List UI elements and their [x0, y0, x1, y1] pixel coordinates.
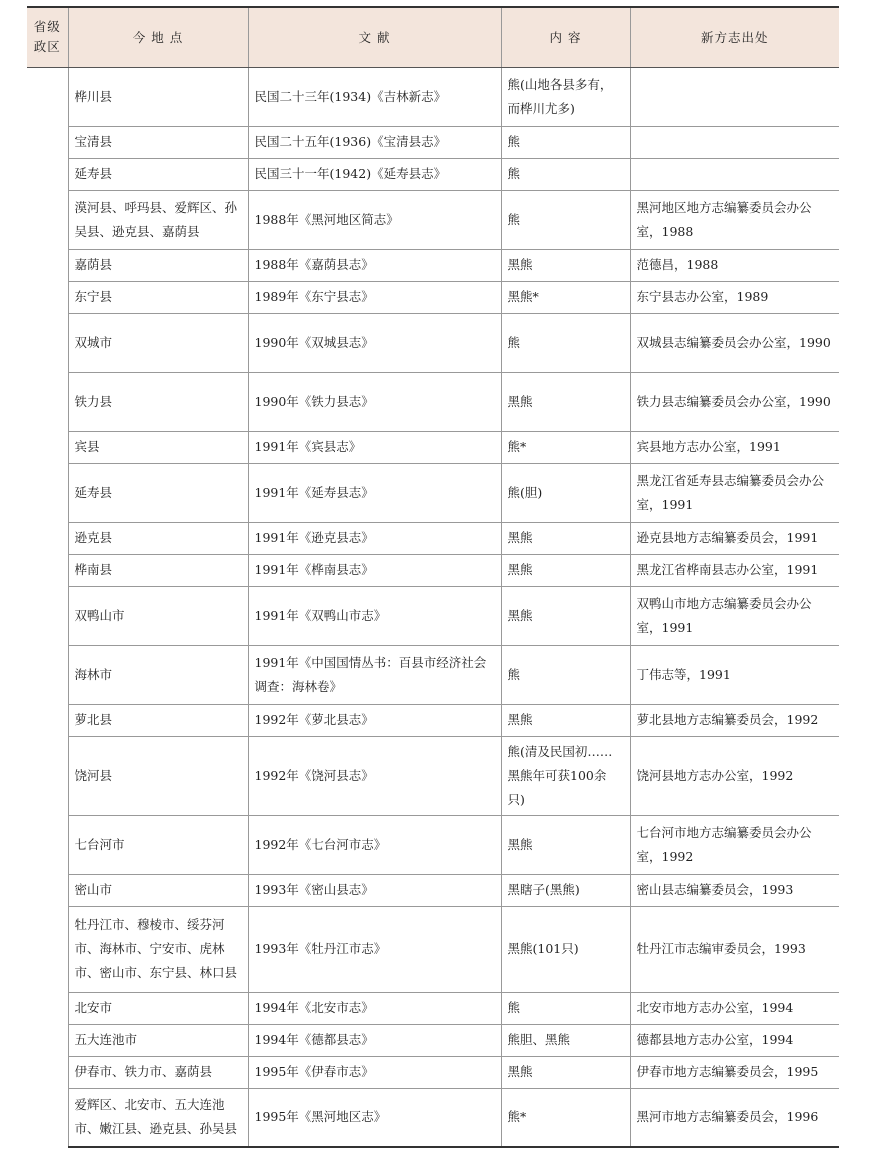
place-cell: 漠河县、呼玛县、爱辉区、孙吴县、逊克县、嘉荫县 — [68, 190, 248, 249]
place-cell: 萝北县 — [68, 704, 248, 736]
place-cell: 双鸭山市 — [68, 586, 248, 645]
content-cell: 熊(山地各县多有，而桦川尤多) — [501, 67, 630, 126]
content-cell: 黑瞎子(黑熊) — [501, 874, 630, 906]
place-cell: 桦南县 — [68, 554, 248, 586]
literature-cell: 民国二十五年(1936)《宝清县志》 — [248, 126, 501, 158]
header-place: 今 地 点 — [68, 7, 248, 67]
source-cell: 逊克县地方志编纂委员会，1991 — [630, 522, 839, 554]
literature-cell: 1991年《中国国情丛书：百县市经济社会调查：海林卷》 — [248, 645, 501, 704]
source-cell: 密山县志编纂委员会，1993 — [630, 874, 839, 906]
source-cell: 黑龙江省延寿县志编纂委员会办公室，1991 — [630, 463, 839, 522]
content-cell: 黑熊(101只) — [501, 906, 630, 992]
source-cell: 萝北县地方志编纂委员会，1992 — [630, 704, 839, 736]
literature-cell: 民国三十一年(1942)《延寿县志》 — [248, 158, 501, 190]
literature-cell: 1994年《北安市志》 — [248, 992, 501, 1024]
content-cell: 熊 — [501, 313, 630, 372]
content-cell: 熊 — [501, 190, 630, 249]
place-cell: 爱辉区、北安市、五大连池市、嫩江县、逊克县、孙吴县 — [68, 1088, 248, 1147]
source-cell: 黑龙江省桦南县志办公室，1991 — [630, 554, 839, 586]
header-province — [27, 7, 68, 67]
literature-cell: 1991年《延寿县志》 — [248, 463, 501, 522]
content-cell: 黑熊 — [501, 704, 630, 736]
literature-cell: 1991年《逊克县志》 — [248, 522, 501, 554]
place-cell: 牡丹江市、穆棱市、绥芬河市、海林市、宁安市、虎林市、密山市、东宁县、林口县 — [68, 906, 248, 992]
place-cell: 东宁县 — [68, 281, 248, 313]
source-cell: 双城县志编纂委员会办公室，1990 — [630, 313, 839, 372]
content-cell: 黑熊 — [501, 249, 630, 281]
table-row — [27, 281, 839, 313]
literature-cell: 1988年《嘉荫县志》 — [248, 249, 501, 281]
literature-cell: 1990年《双城县志》 — [248, 313, 501, 372]
table-row — [27, 906, 839, 992]
table-row — [27, 645, 839, 704]
table-row — [27, 372, 839, 431]
table-body — [27, 67, 839, 1147]
source-cell: 双鸭山市地方志编纂委员会办公室，1991 — [630, 586, 839, 645]
header-new-gazetteer: 新方志出处 — [630, 7, 839, 67]
source-cell — [630, 158, 839, 190]
place-cell: 五大连池市 — [68, 1024, 248, 1056]
content-cell: 黑熊* — [501, 281, 630, 313]
literature-cell: 1989年《东宁县志》 — [248, 281, 501, 313]
header-province-line2: 政区 — [33, 39, 61, 55]
table-row — [27, 586, 839, 645]
place-cell: 嘉荫县 — [68, 249, 248, 281]
literature-cell: 1988年《黑河地区简志》 — [248, 190, 501, 249]
header-row — [27, 7, 839, 67]
content-cell: 熊胆、黑熊 — [501, 1024, 630, 1056]
literature-cell: 1995年《黑河地区志》 — [248, 1088, 501, 1147]
literature-cell: 1992年《萝北县志》 — [248, 704, 501, 736]
place-cell: 延寿县 — [68, 463, 248, 522]
table-row — [27, 249, 839, 281]
table-row — [27, 736, 839, 815]
table-row — [27, 1088, 839, 1147]
table-row — [27, 1024, 839, 1056]
source-cell: 范德昌，1988 — [630, 249, 839, 281]
table-row — [27, 313, 839, 372]
source-cell: 德都县地方志办公室，1994 — [630, 1024, 839, 1056]
place-cell: 密山市 — [68, 874, 248, 906]
table-row — [27, 190, 839, 249]
header-content: 内 容 — [501, 7, 630, 67]
literature-cell: 1992年《饶河县志》 — [248, 736, 501, 815]
place-cell: 双城市 — [68, 313, 248, 372]
literature-cell: 1991年《宾县志》 — [248, 431, 501, 463]
table-row — [27, 874, 839, 906]
gazetteer-table-page — [27, 6, 839, 1148]
source-cell — [630, 67, 839, 126]
source-cell: 丁伟志等，1991 — [630, 645, 839, 704]
source-cell: 东宁县志办公室，1989 — [630, 281, 839, 313]
table-row — [27, 815, 839, 874]
header-province-line1: 省级 — [33, 19, 61, 35]
province-cell — [27, 67, 68, 1147]
literature-cell: 民国二十三年(1934)《吉林新志》 — [248, 67, 501, 126]
content-cell: 黑熊 — [501, 554, 630, 586]
table-row — [27, 158, 839, 190]
content-cell: 黑熊 — [501, 586, 630, 645]
table-row — [27, 522, 839, 554]
place-cell: 七台河市 — [68, 815, 248, 874]
source-cell: 铁力县志编纂委员会办公室，1990 — [630, 372, 839, 431]
source-cell: 七台河市地方志编纂委员会办公室，1992 — [630, 815, 839, 874]
table-row — [27, 1056, 839, 1088]
table-row — [27, 67, 839, 126]
place-cell: 海林市 — [68, 645, 248, 704]
content-cell: 黑熊 — [501, 372, 630, 431]
source-cell — [630, 126, 839, 158]
content-cell: 黑熊 — [501, 1056, 630, 1088]
table-row — [27, 704, 839, 736]
place-cell: 宝清县 — [68, 126, 248, 158]
table-row — [27, 431, 839, 463]
place-cell: 北安市 — [68, 992, 248, 1024]
place-cell: 饶河县 — [68, 736, 248, 815]
literature-cell: 1992年《七台河市志》 — [248, 815, 501, 874]
literature-cell: 1993年《密山县志》 — [248, 874, 501, 906]
content-cell: 熊(胆) — [501, 463, 630, 522]
header-literature: 文 献 — [248, 7, 501, 67]
place-cell: 宾县 — [68, 431, 248, 463]
table-row — [27, 126, 839, 158]
literature-cell: 1990年《铁力县志》 — [248, 372, 501, 431]
place-cell: 伊春市、铁力市、嘉荫县 — [68, 1056, 248, 1088]
source-cell: 饶河县地方志办公室，1992 — [630, 736, 839, 815]
source-cell: 北安市地方志办公室，1994 — [630, 992, 839, 1024]
table-row — [27, 554, 839, 586]
content-cell: 熊* — [501, 431, 630, 463]
content-cell: 黑熊 — [501, 522, 630, 554]
content-cell: 熊 — [501, 158, 630, 190]
source-cell: 伊春市地方志编纂委员会，1995 — [630, 1056, 839, 1088]
table-row — [27, 992, 839, 1024]
place-cell: 铁力县 — [68, 372, 248, 431]
source-cell: 牡丹江市志编审委员会，1993 — [630, 906, 839, 992]
source-cell: 黑河市地方志编纂委员会，1996 — [630, 1088, 839, 1147]
place-cell: 逊克县 — [68, 522, 248, 554]
place-cell: 桦川县 — [68, 67, 248, 126]
literature-cell: 1991年《桦南县志》 — [248, 554, 501, 586]
literature-cell: 1995年《伊春市志》 — [248, 1056, 501, 1088]
literature-cell: 1993年《牡丹江市志》 — [248, 906, 501, 992]
source-cell: 黑河地区地方志编纂委员会办公室，1988 — [630, 190, 839, 249]
literature-cell: 1994年《德都县志》 — [248, 1024, 501, 1056]
content-cell: 黑熊 — [501, 815, 630, 874]
content-cell: 熊 — [501, 126, 630, 158]
literature-cell: 1991年《双鸭山市志》 — [248, 586, 501, 645]
source-cell: 宾县地方志办公室，1991 — [630, 431, 839, 463]
content-cell: 熊* — [501, 1088, 630, 1147]
content-cell: 熊 — [501, 645, 630, 704]
content-cell: 熊 — [501, 992, 630, 1024]
gazetteer-table — [27, 6, 839, 1148]
place-cell: 延寿县 — [68, 158, 248, 190]
content-cell: 熊(清及民国初……黑熊年可获100余只) — [501, 736, 630, 815]
table-row — [27, 463, 839, 522]
